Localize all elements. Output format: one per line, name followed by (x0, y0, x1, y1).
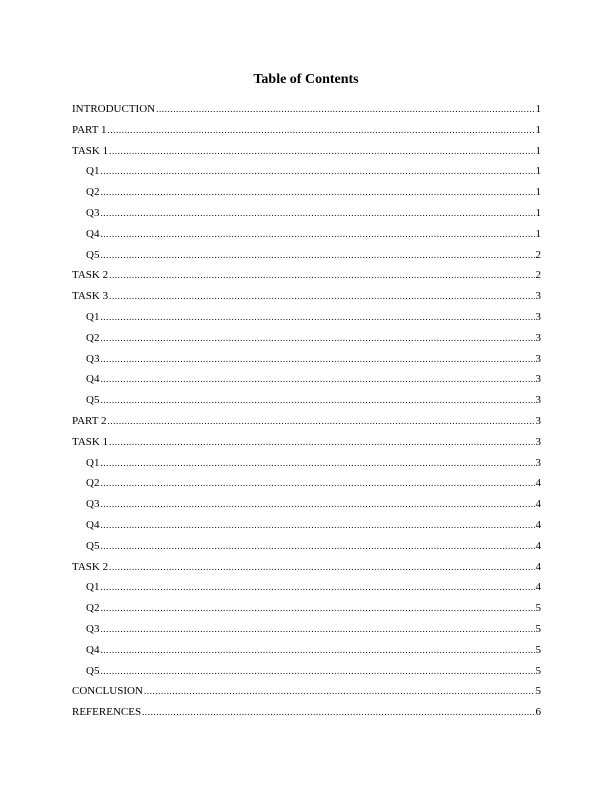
toc-entry[interactable] (72, 515, 541, 536)
toc-entry[interactable] (72, 245, 541, 266)
toc-entry-label: REFERENCES (72, 706, 142, 719)
toc-entry-page-number: 5 (535, 664, 541, 677)
toc-entry-label: Q5 (86, 664, 100, 677)
toc-entry-label: TASK 3 (72, 290, 109, 303)
toc-entry-label: INTRODUCTION (72, 103, 156, 115)
toc-entry-label: Q4 (86, 643, 100, 656)
toc-entry[interactable] (72, 286, 541, 307)
toc-entry-label: Q5 (86, 539, 100, 552)
toc-list (72, 99, 541, 723)
toc-entry[interactable] (72, 182, 541, 203)
toc-dot-leader (100, 369, 534, 390)
toc-entry[interactable] (72, 494, 541, 515)
toc-entry[interactable] (72, 681, 541, 702)
toc-entry[interactable] (72, 307, 541, 328)
toc-entry-page-number: 3 (535, 310, 541, 323)
toc-entry[interactable] (72, 411, 541, 432)
toc-entry-page-number: 4 (535, 560, 541, 573)
toc-entry-label: Q3 (86, 498, 100, 511)
toc-dot-leader (100, 640, 534, 661)
toc-entry-page-number: 6 (535, 706, 541, 719)
toc-entry-page-number: 5 (535, 622, 541, 635)
toc-entry[interactable] (72, 369, 541, 390)
toc-entry[interactable] (72, 120, 541, 141)
toc-entry-page-number: 3 (535, 373, 541, 386)
toc-entry[interactable] (72, 432, 541, 453)
toc-title: Table of Contents (253, 72, 359, 87)
toc-dot-leader (100, 661, 534, 682)
toc-entry-label: TASK 1 (72, 144, 109, 157)
toc-dot-leader (100, 307, 534, 328)
toc-entry-page-number: 4 (535, 498, 541, 511)
toc-entry[interactable] (72, 390, 541, 411)
toc-entry[interactable] (72, 702, 541, 723)
toc-entry-page-number: 5 (535, 685, 541, 698)
toc-entry-label: CONCLUSION (72, 685, 143, 698)
toc-dot-leader (142, 702, 534, 723)
toc-entry-label: Q1 (86, 456, 100, 469)
toc-entry-page-number: 4 (535, 581, 541, 594)
toc-entry-label: Q3 (86, 206, 100, 219)
toc-dot-leader (108, 120, 535, 141)
toc-entry-label: Q1 (86, 310, 100, 323)
toc-entry-label: Q5 (86, 248, 100, 261)
toc-entry-page-number: 4 (535, 518, 541, 531)
toc-entry-label: Q4 (86, 227, 100, 240)
toc-entry-page-number: 3 (535, 290, 541, 303)
toc-entry-label: Q2 (86, 186, 100, 199)
toc-dot-leader (100, 619, 534, 640)
toc-entry-page-number: 5 (535, 643, 541, 656)
toc-entry[interactable] (72, 619, 541, 640)
toc-entry[interactable] (72, 265, 541, 286)
toc-entry-page-number: 1 (535, 103, 541, 115)
toc-entry[interactable] (72, 661, 541, 682)
toc-entry-page-number: 3 (535, 352, 541, 365)
toc-entry-page-number: 4 (535, 477, 541, 490)
toc-dot-leader (144, 681, 535, 702)
toc-entry[interactable] (72, 598, 541, 619)
toc-dot-leader (156, 99, 534, 120)
toc-entry[interactable] (72, 99, 541, 120)
toc-entry-page-number: 1 (535, 123, 541, 136)
toc-entry[interactable] (72, 224, 541, 245)
toc-entry-label: TASK 1 (72, 435, 109, 448)
toc-dot-leader (100, 349, 534, 370)
toc-entry-label: Q4 (86, 373, 100, 386)
toc-dot-leader (100, 515, 534, 536)
toc-dot-leader (100, 224, 534, 245)
toc-entry-page-number: 1 (535, 206, 541, 219)
toc-entry-label: TASK 2 (72, 560, 109, 573)
toc-dot-leader (109, 286, 534, 307)
toc-entry-label: TASK 2 (72, 269, 109, 282)
toc-entry-page-number: 1 (535, 144, 541, 157)
toc-dot-leader (109, 432, 534, 453)
toc-entry-label: PART 1 (72, 123, 107, 136)
toc-entry[interactable] (72, 349, 541, 370)
toc-entry-page-number: 5 (535, 602, 541, 615)
toc-dot-leader (108, 411, 535, 432)
toc-entry-label: Q3 (86, 622, 100, 635)
toc-entry[interactable] (72, 141, 541, 162)
toc-dot-leader (100, 453, 534, 474)
toc-entry-page-number: 3 (535, 456, 541, 469)
toc-dot-leader (109, 557, 534, 578)
toc-entry[interactable] (72, 473, 541, 494)
toc-entry[interactable] (72, 161, 541, 182)
toc-dot-leader (100, 390, 534, 411)
toc-entry-label: Q2 (86, 477, 100, 490)
toc-dot-leader (109, 265, 534, 286)
toc-entry-page-number: 1 (535, 227, 541, 240)
toc-dot-leader (100, 473, 534, 494)
toc-dot-leader (100, 598, 534, 619)
toc-entry-page-number: 3 (535, 331, 541, 344)
toc-entry[interactable] (72, 453, 541, 474)
toc-dot-leader (109, 141, 534, 162)
toc-dot-leader (100, 494, 534, 515)
toc-entry-label: Q4 (86, 518, 100, 531)
toc-entry[interactable] (72, 557, 541, 578)
toc-entry-page-number: 2 (535, 269, 541, 282)
toc-entry-label: PART 2 (72, 414, 107, 427)
toc-entry-page-number: 1 (535, 186, 541, 199)
toc-entry[interactable] (72, 577, 541, 598)
toc-dot-leader (100, 577, 534, 598)
toc-dot-leader (100, 161, 534, 182)
toc-entry[interactable] (72, 640, 541, 661)
toc-entry-page-number: 3 (535, 435, 541, 448)
toc-entry-label: Q1 (86, 581, 100, 594)
toc-entry-page-number: 4 (535, 539, 541, 552)
toc-entry-label: Q2 (86, 331, 100, 344)
toc-entry-label: Q5 (86, 394, 100, 407)
toc-entry-label: Q1 (86, 165, 100, 178)
toc-dot-leader (100, 245, 534, 266)
toc-dot-leader (100, 182, 534, 203)
toc-entry-label: Q2 (86, 602, 100, 615)
toc-entry-page-number: 3 (535, 394, 541, 407)
toc-entry-page-number: 3 (535, 414, 541, 427)
toc-entry-page-number: 2 (535, 248, 541, 261)
toc-dot-leader (100, 203, 534, 224)
toc-entry-page-number: 1 (535, 165, 541, 178)
toc-entry-label: Q3 (86, 352, 100, 365)
toc-dot-leader (100, 328, 534, 349)
toc-entry[interactable] (72, 536, 541, 557)
toc-entry[interactable] (72, 328, 541, 349)
toc-entry[interactable] (72, 203, 541, 224)
toc-dot-leader (100, 536, 534, 557)
